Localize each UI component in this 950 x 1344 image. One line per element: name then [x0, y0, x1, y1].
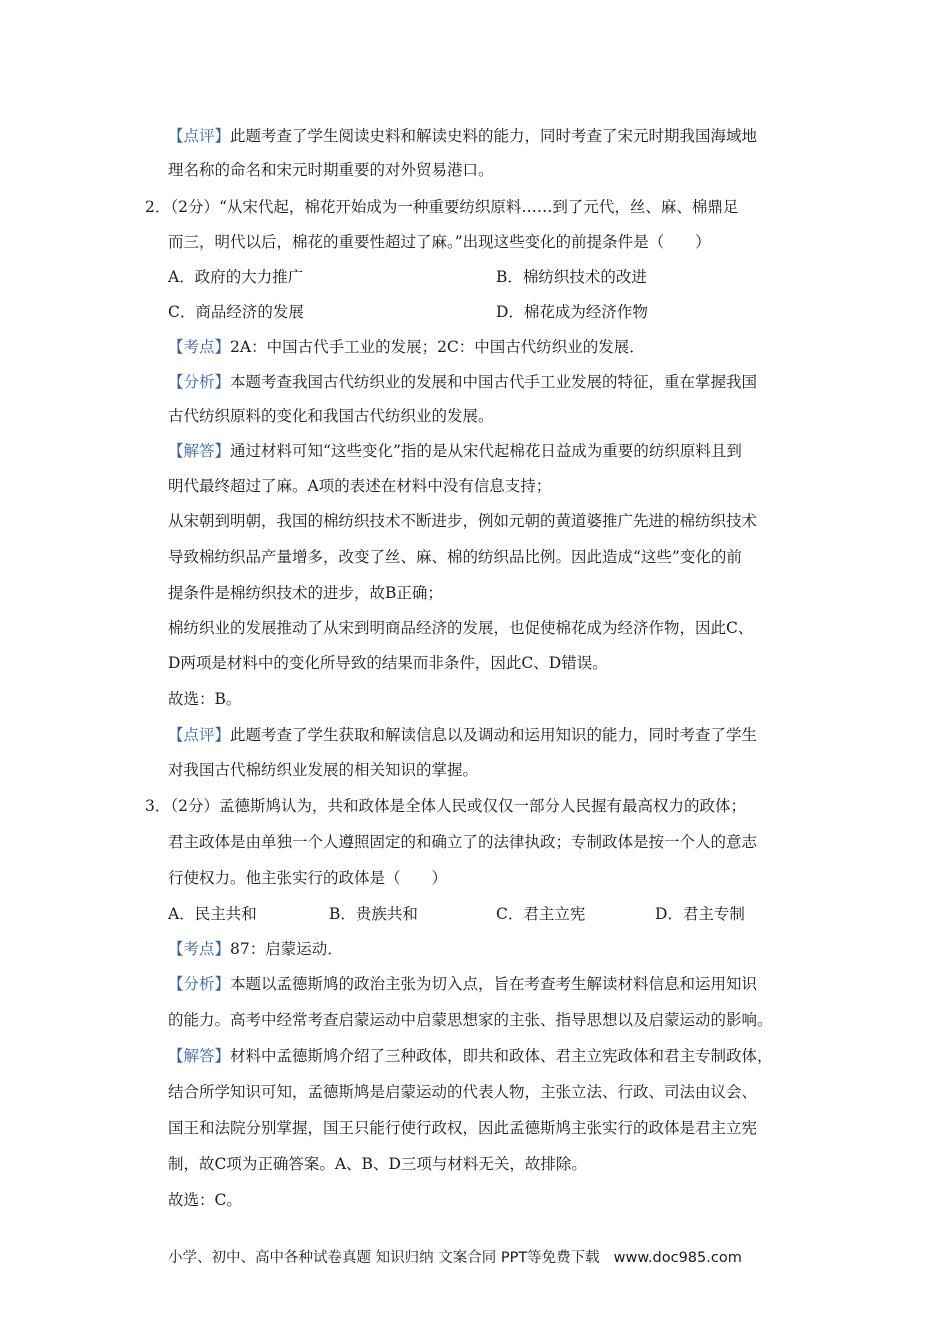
q1-dianping-line-2: 理名称的命名和宋元时期重要的对外贸易港口。: [168, 161, 494, 179]
q2-stem-line-1: 2．（2分）“从宋代起，棉花开始成为一种重要纺织原料……到了元代，丝、麻、棉鼎足: [145, 198, 739, 216]
q2-jieda-line-5: 提条件是棉纺织技术的进步，故B正确；: [168, 584, 443, 602]
q2-dianping-line-2: 对我国古代棉纺织业发展的相关知识的掌握。: [168, 761, 479, 779]
question-number: 2．: [145, 198, 171, 216]
q3-fenxi-line-1: 【分析】本题以孟德斯鸠的政治主张为切入点，旨在考查考生解读材料信息和运用知识: [168, 975, 758, 993]
q2-answer: 故选：B。: [168, 690, 242, 708]
fenxi-label: 【分析】: [168, 975, 231, 993]
kaodian-label: 【考点】: [168, 338, 231, 356]
q3-jieda-line-4: 制，故C项为正确答案。A、B、D三项与材料无关，故排除。: [168, 1155, 587, 1173]
dianping-label: 【点评】: [168, 726, 231, 744]
q2-jieda-line-7: D两项是材料中的变化所导致的结果而非条件，因此C、D错误。: [168, 654, 608, 672]
q1-dianping-line-1: 【点评】此题考查了学生阅读史料和解读史料的能力，同时考查了宋元时期我国海域地: [168, 127, 758, 145]
q3-jieda-line-2: 结合所学知识可知，孟德斯鸠是启蒙运动的代表人物，主张立法、行政、司法由议会、: [168, 1083, 758, 1101]
q2-fenxi-line-1: 【分析】本题考查我国古代纺织业的发展和中国古代手工业发展的特征，重在掌握我国: [168, 373, 758, 391]
q2-fenxi-line-2: 古代纺织原料的变化和我国古代纺织业的发展。: [168, 407, 494, 425]
q3-stem-line-1: 3．（2分）孟德斯鸠认为，共和政体是全体人民或仅仅一部分人民握有最高权力的政体；: [145, 797, 746, 815]
q2-kaodian: 【考点】2A：中国古代手工业的发展；2C：中国古代纺织业的发展．: [168, 338, 645, 356]
footer-text: 小学、初中、高中各种试卷真题 知识归纳 文案合同 PPT等免费下载: [168, 1250, 600, 1266]
footer-site: www.doc985.com: [613, 1250, 742, 1266]
page-footer: [168, 1248, 742, 1268]
q2-jieda-line-3: 从宋朝到明朝，我国的棉纺织技术不断进步，例如元朝的黄道婆推广先进的棉纺织技术: [168, 512, 758, 530]
q3-fenxi-line-2: 的能力。高考中经常考查启蒙运动中启蒙思想家的主张、指导思想以及启蒙运动的影响。: [168, 1011, 773, 1029]
q3-stem-line-2: 君主政体是由单独一个人遵照固定的和确立了的法律执政；专制政体是按一个人的意志: [168, 833, 758, 851]
jieda-label: 【解答】: [168, 442, 231, 460]
q2-option-a: A．政府的大力推广: [168, 268, 304, 286]
fenxi-label: 【分析】: [168, 373, 231, 391]
q3-jieda-line-3: 国王和法院分别掌握，国王只能行使行政权，因此孟德斯鸠主张实行的政体是君主立宪: [168, 1119, 758, 1137]
q3-kaodian: 【考点】87：启蒙运动．: [168, 940, 343, 958]
q3-jieda-line-1: 【解答】材料中孟德斯鸠介绍了三种政体，即共和政体、君主立宪政体和君主专制政体，: [168, 1047, 773, 1065]
q2-option-c: C．商品经济的发展: [168, 303, 304, 321]
kaodian-label: 【考点】: [168, 940, 231, 958]
q2-jieda-line-2: 明代最终超过了麻。A项的表述在材料中没有信息支持；: [168, 477, 552, 495]
question-number: 3．: [145, 797, 171, 815]
q2-jieda-line-6: 棉纺织业的发展推动了从宋到明商品经济的发展，也促使棉花成为经济作物，因此C、: [168, 619, 754, 637]
q3-answer: 故选：C。: [168, 1191, 242, 1209]
q2-jieda-line-4: 导致棉纺织品产量增多，改变了丝、麻、棉的纺织品比例。因此造成“这些”变化的前: [168, 548, 742, 566]
q2-option-b: B．棉纺织技术的改进: [496, 268, 647, 286]
q2-jieda-line-1: 【解答】通过材料可知“这些变化”指的是从宋代起棉花日益成为重要的纺织原料且到: [168, 442, 742, 460]
q3-option-b: B．贵族共和: [329, 905, 418, 923]
q3-option-d: D．君主专制: [655, 905, 745, 923]
q2-dianping-line-1: 【点评】此题考查了学生获取和解读信息以及调动和运用知识的能力，同时考查了学生: [168, 726, 758, 744]
dianping-label: 【点评】: [168, 127, 231, 145]
q3-option-c: C．君主立宪: [496, 905, 586, 923]
q2-stem-line-2: 而三，明代以后，棉花的重要性超过了麻。”出现这些变化的前提条件是（ ）: [168, 233, 711, 251]
q3-option-a: A．民主共和: [168, 905, 257, 923]
q2-option-d: D．棉花成为经济作物: [496, 303, 648, 321]
q3-stem-line-3: 行使权力。他主张实行的政体是（ ）: [168, 869, 448, 887]
jieda-label: 【解答】: [168, 1047, 231, 1065]
